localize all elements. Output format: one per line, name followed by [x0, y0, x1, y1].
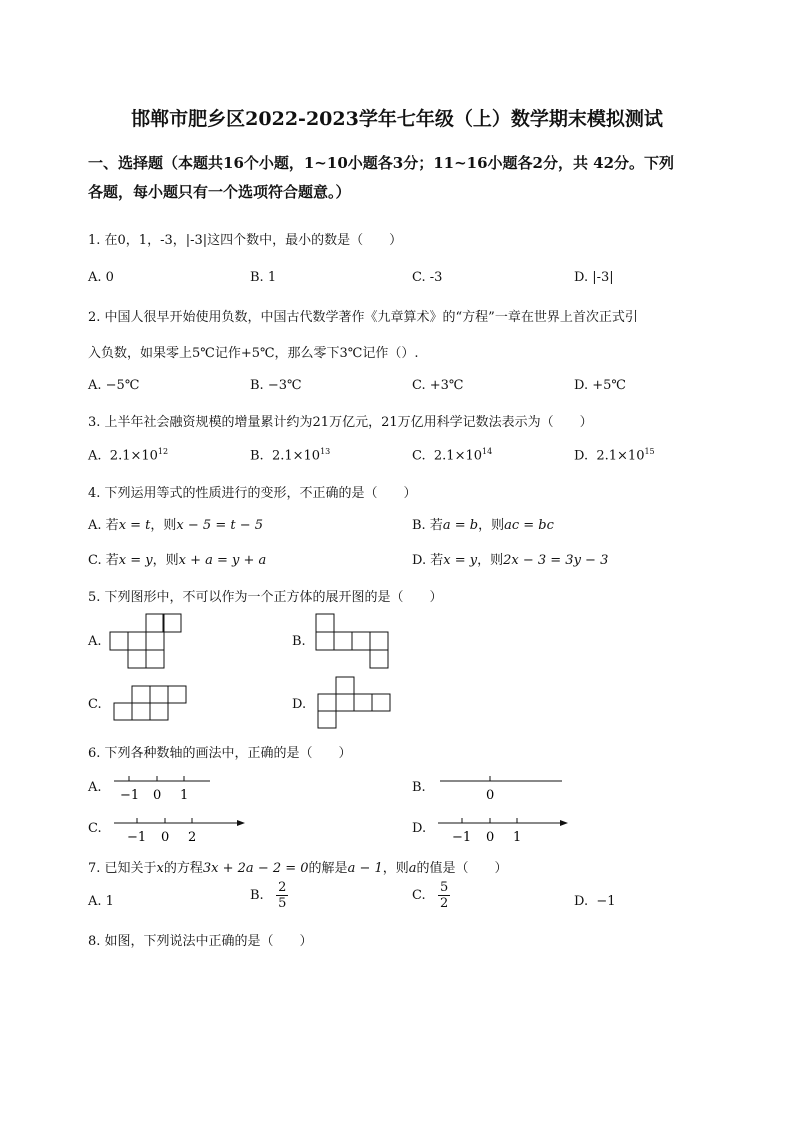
q7-stem-part: ，则 — [382, 861, 409, 876]
q7-option-b-fraction — [276, 880, 288, 911]
q3-option-c-exponent: 14 — [482, 447, 493, 456]
q4-option-d-condition: x = y — [443, 553, 478, 568]
q3-option-a-base: 2.1×10 — [109, 448, 158, 464]
q3-stem: 3. 上半年社会融资规模的增量累计约为21万亿元，21万亿用科学记数法表示为（ ） — [88, 415, 593, 430]
q4-option-c-condition: x = y — [118, 553, 153, 568]
q4-option-b-result: ac = bc — [504, 518, 554, 533]
q6-numberline-b — [436, 772, 566, 804]
q7-option-c-fraction — [438, 880, 450, 911]
q6-numberline-a — [112, 772, 214, 804]
q3-option-d-exponent: 15 — [644, 447, 655, 456]
q1-option-d[interactable]: D. |-3| — [574, 270, 614, 285]
q7-option-a-value: 1 — [105, 894, 114, 909]
q7-option-c-numerator: 5 — [440, 880, 449, 895]
q3-option-a-label: A. — [88, 448, 102, 464]
q6-option-c-label[interactable]: C. — [88, 821, 102, 836]
q7-stem-part: 的值是（ ） — [416, 861, 508, 876]
q4-option-a-condition: x = t — [118, 518, 151, 533]
q4-option-a-then: ，则 — [150, 518, 177, 533]
q6-stem: 6. 下列各种数轴的画法中，正确的是（ ） — [88, 746, 352, 761]
q6-option-b-label[interactable]: B. — [412, 780, 426, 795]
q4-option-a[interactable] — [88, 514, 263, 533]
q7-stem-part: 7. 已知关于 — [88, 861, 157, 876]
q4-option-c-if: 若 — [105, 553, 119, 568]
q7-stem-part: 的方程 — [163, 861, 203, 876]
q6-numberline-d — [436, 814, 572, 846]
q5-stem: 5. 下列图形中，不可以作为一个正方体的展开图的是（ ） — [88, 590, 443, 605]
q4-option-b-if: 若 — [429, 518, 443, 533]
q1-stem: 1. 在0，1，-3，|-3|这四个数中，最小的数是（ ） — [88, 233, 403, 248]
q7-stem — [88, 857, 508, 876]
q7-variable-a: a — [408, 861, 417, 876]
q4-option-c[interactable] — [88, 549, 266, 568]
q7-stem-part: 的解是 — [308, 861, 348, 876]
q2-option-d[interactable]: D. +5℃ — [574, 378, 626, 393]
q4-option-a-result: x − 5 = t − 5 — [176, 518, 263, 533]
q5-net-a — [108, 612, 188, 672]
q7-option-b-numerator: 2 — [278, 880, 287, 895]
q5-option-a-label[interactable]: A. — [88, 634, 102, 649]
q6-numberline-c — [112, 814, 248, 846]
q3-option-a-exponent: 12 — [157, 447, 169, 456]
q4-option-d-if: 若 — [430, 553, 444, 568]
q8-stem: 8. 如图，下列说法中正确的是（ ） — [88, 934, 313, 949]
q3-option-b[interactable] — [250, 447, 330, 463]
q6-a-tick-label: 0 — [153, 788, 162, 803]
q5-net-b — [312, 612, 392, 672]
q2-option-b[interactable]: B. −3℃ — [250, 378, 302, 393]
q5-option-c-label[interactable]: C. — [88, 697, 102, 712]
q3-option-d-base: 2.1×10 — [596, 448, 645, 464]
q5-net-c — [112, 684, 188, 724]
q4-option-c-then: ，则 — [152, 553, 179, 568]
q6-option-a-label[interactable]: A. — [88, 780, 102, 795]
q7-option-c-denominator: 2 — [440, 896, 449, 911]
q6-a-tick-label: 1 — [180, 788, 189, 803]
q7-variable-x: x — [156, 861, 164, 876]
q7-option-a[interactable] — [88, 894, 114, 909]
q6-c-tick-label: 2 — [188, 830, 197, 845]
q4-option-b-label: B. — [412, 518, 426, 533]
q7-option-b-denominator: 5 — [278, 896, 287, 911]
q6-b-tick-label: 0 — [486, 788, 495, 803]
q2-stem-line1: 2. 中国人很早开始使用负数，中国古代数学著作《九章算术》的“方程”一章在世界上首次正式引 — [88, 310, 638, 325]
q2-option-c[interactable]: C. +3℃ — [412, 378, 464, 393]
q3-option-c-base: 2.1×10 — [433, 448, 482, 464]
q4-option-a-if: 若 — [105, 518, 119, 533]
q7-option-c-label: C. — [412, 888, 426, 903]
section-heading-line2: 各题，每小题只有一个选项符合题意。） — [88, 183, 351, 201]
q4-option-d-then: ，则 — [477, 553, 504, 568]
q5-option-d-label[interactable]: D. — [292, 697, 307, 712]
q6-d-tick-label: 0 — [486, 830, 495, 845]
q7-equation: 3x + 2a − 2 = 0 — [202, 861, 309, 876]
q3-option-b-base: 2.1×10 — [271, 448, 321, 464]
q1-option-c[interactable]: C. -3 — [412, 270, 443, 285]
q1-option-a[interactable]: A. 0 — [88, 270, 114, 285]
q1-option-b[interactable]: B. 1 — [250, 270, 277, 285]
q3-option-c[interactable] — [412, 447, 492, 463]
q3-option-b-exponent: 13 — [320, 447, 331, 456]
q6-c-tick-label: −1 — [127, 830, 147, 845]
q4-option-c-label: C. — [88, 553, 102, 568]
q2-stem-line2: 入负数，如果零上5℃记作+5℃，那么零下3℃记作（）. — [88, 346, 419, 361]
q5-net-d — [316, 675, 396, 735]
q7-option-a-label: A. — [88, 894, 102, 909]
q6-d-tick-label: −1 — [452, 830, 472, 845]
q6-d-tick-label: 1 — [513, 830, 522, 845]
q3-option-d[interactable] — [574, 447, 655, 463]
q2-option-a[interactable]: A. −5℃ — [88, 378, 140, 393]
q4-option-b-then: ，则 — [478, 518, 505, 533]
q7-option-c[interactable] — [412, 880, 450, 911]
q4-option-b-condition: a = b — [442, 518, 479, 533]
q3-option-d-label: D. — [574, 448, 589, 464]
q7-solution: a − 1 — [347, 861, 383, 876]
q7-option-d-label: D. — [574, 894, 589, 909]
q6-a-tick-label: −1 — [120, 788, 140, 803]
section-heading-line1: 一、选择题（本题共16个小题，1~10小题各3分；11~16小题各2分，共 42分。下列 — [88, 154, 675, 172]
q6-c-tick-label: 0 — [161, 830, 170, 845]
q4-option-a-label: A. — [88, 518, 102, 533]
q4-option-d-label: D. — [412, 553, 427, 568]
q4-option-d[interactable] — [412, 549, 608, 568]
q7-option-b-label: B. — [250, 888, 264, 903]
q3-option-a[interactable] — [88, 447, 168, 463]
q7-option-b[interactable] — [250, 880, 288, 911]
q3-option-b-label: B. — [250, 448, 264, 464]
q7-option-d[interactable] — [574, 894, 616, 909]
q4-stem: 4. 下列运用等式的性质进行的变形，不正确的是（ ） — [88, 486, 417, 501]
q6-option-d-label[interactable]: D. — [412, 821, 427, 836]
page-title: 邯郸市肥乡区2022-2023学年七年级（上）数学期末模拟测试 — [131, 108, 663, 130]
q4-option-c-result: x + a = y + a — [178, 553, 267, 568]
q4-option-d-result: 2x − 3 = 3y − 3 — [503, 553, 609, 568]
q7-option-d-value: −1 — [596, 894, 616, 909]
q3-option-c-label: C. — [412, 448, 426, 464]
q5-option-b-label[interactable]: B. — [292, 634, 306, 649]
q4-option-b[interactable] — [412, 514, 554, 533]
